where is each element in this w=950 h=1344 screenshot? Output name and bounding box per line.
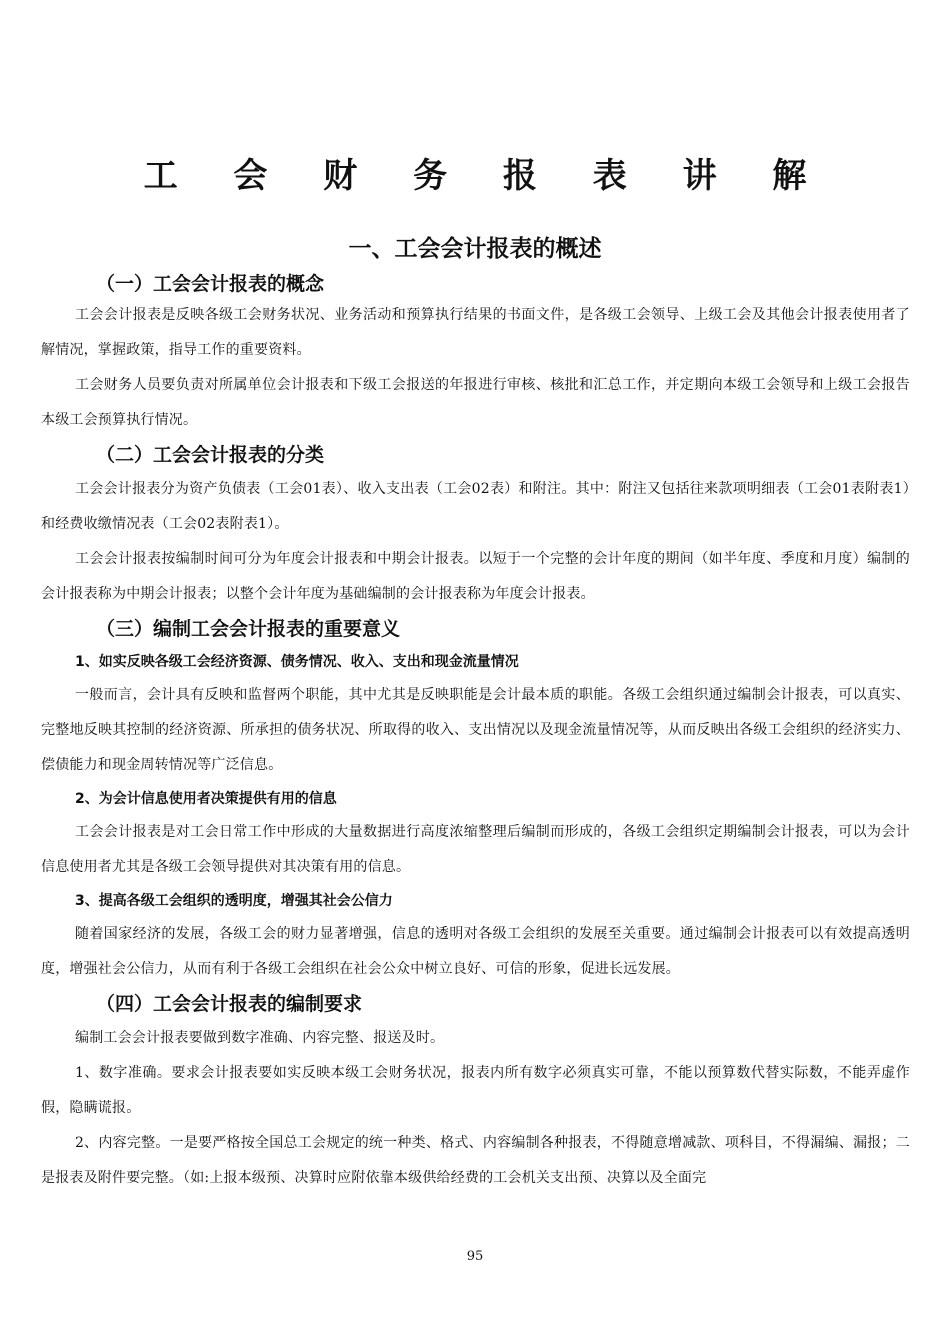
paragraph: 工会会计报表按编制时间可分为年度会计报表和中期会计报表。以短于一个完整的会计年度的期间（如半年度、季度和月度）编制的会计报表称为中期会计报表；以整个会计年度为基础编制的会计报表称为年度会计报表。 <box>41 551 910 602</box>
subsection-heading-concept: （一）工会会计报表的概念 <box>96 273 325 295</box>
numbered-item-heading: 2、为会计信息使用者决策提供有用的信息 <box>75 791 337 807</box>
subsection-heading-requirements: （四）工会会计报表的编制要求 <box>96 993 363 1015</box>
subsection-heading-significance: （三）编制工会会计报表的重要意义 <box>96 618 401 640</box>
document-body <box>41 270 910 1196</box>
section-heading: 一、工会会计报表的概述 <box>348 236 602 262</box>
subsection-heading-classification: （二）工会会计报表的分类 <box>96 444 325 466</box>
paragraph: 工会财务人员要负责对所属单位会计报表和下级工会报送的年报进行审核、核批和汇总工作，并定期向本级工会领导和上级工会报告本级工会预算执行情况。 <box>41 377 910 428</box>
paragraph: 工会会计报表是反映各级工会财务状况、业务活动和预算执行结果的书面文件，是各级工会领导、上级工会及其他会计报表使用者了解情况，掌握政策，指导工作的重要资料。 <box>41 307 910 358</box>
paragraph: 1、数字准确。要求会计报表要如实反映本级工会财务状况，报表内所有数字必须真实可靠，不能以预算数代替实际数，不能弄虚作假，隐瞒谎报。 <box>41 1065 910 1116</box>
paragraph: 一般而言，会计具有反映和监督两个职能，其中尤其是反映职能是会计最本质的职能。各级工会组织通过编制会计报表，可以真实、完整地反映其控制的经济资源、所承担的债务状况、所取得的收入、支出情况以及现金流量情况等，从而反映出各级工会组织的经济实力、偿债能力和现金周转情况等广泛信息。 <box>41 687 910 773</box>
numbered-item-heading: 1、如实反映各级工会经济资源、债务情况、收入、支出和现金流量情况 <box>75 654 519 670</box>
numbered-item-heading: 3、提高各级工会组织的透明度，增强其社会公信力 <box>75 893 393 909</box>
paragraph: 工会会计报表是对工会日常工作中形成的大量数据进行高度浓缩整理后编制而形成的，各级工会组织定期编制会计报表，可以为会计信息使用者尤其是各级工会领导提供对其决策有用的信息。 <box>41 824 910 875</box>
page-number: 95 <box>466 1249 484 1264</box>
paragraph: 工会会计报表分为资产负债表（工会01表）、收入支出表（工会02表）和附注。其中：附注又包括往来款项明细表（工会01表附表1）和经费收缴情况表（工会02表附表1）。 <box>41 481 910 532</box>
paragraph: 随着国家经济的发展，各级工会的财力显著增强，信息的透明对各级工会组织的发展至关重要。通过编制会计报表可以有效提高透明度，增强社会公信力，从而有利于各级工会组织在社会公众中树立良好、可信的形象，促进长远发展。 <box>41 926 910 977</box>
paragraph: 编制工会会计报表要做到数字准确、内容完整、报送及时。 <box>75 1030 445 1046</box>
document-title: 工 会 财 务 报 表 讲 解 <box>143 156 829 196</box>
paragraph: 2、内容完整。一是要严格按全国总工会规定的统一种类、格式、内容编制各种报表，不得随意增减款、项科目，不得漏编、漏报；二是报表及附件要完整。（如:上报本级预、决算时应附依靠本级供给经费的工会机关支出预、决算以及全面完 <box>41 1135 910 1186</box>
